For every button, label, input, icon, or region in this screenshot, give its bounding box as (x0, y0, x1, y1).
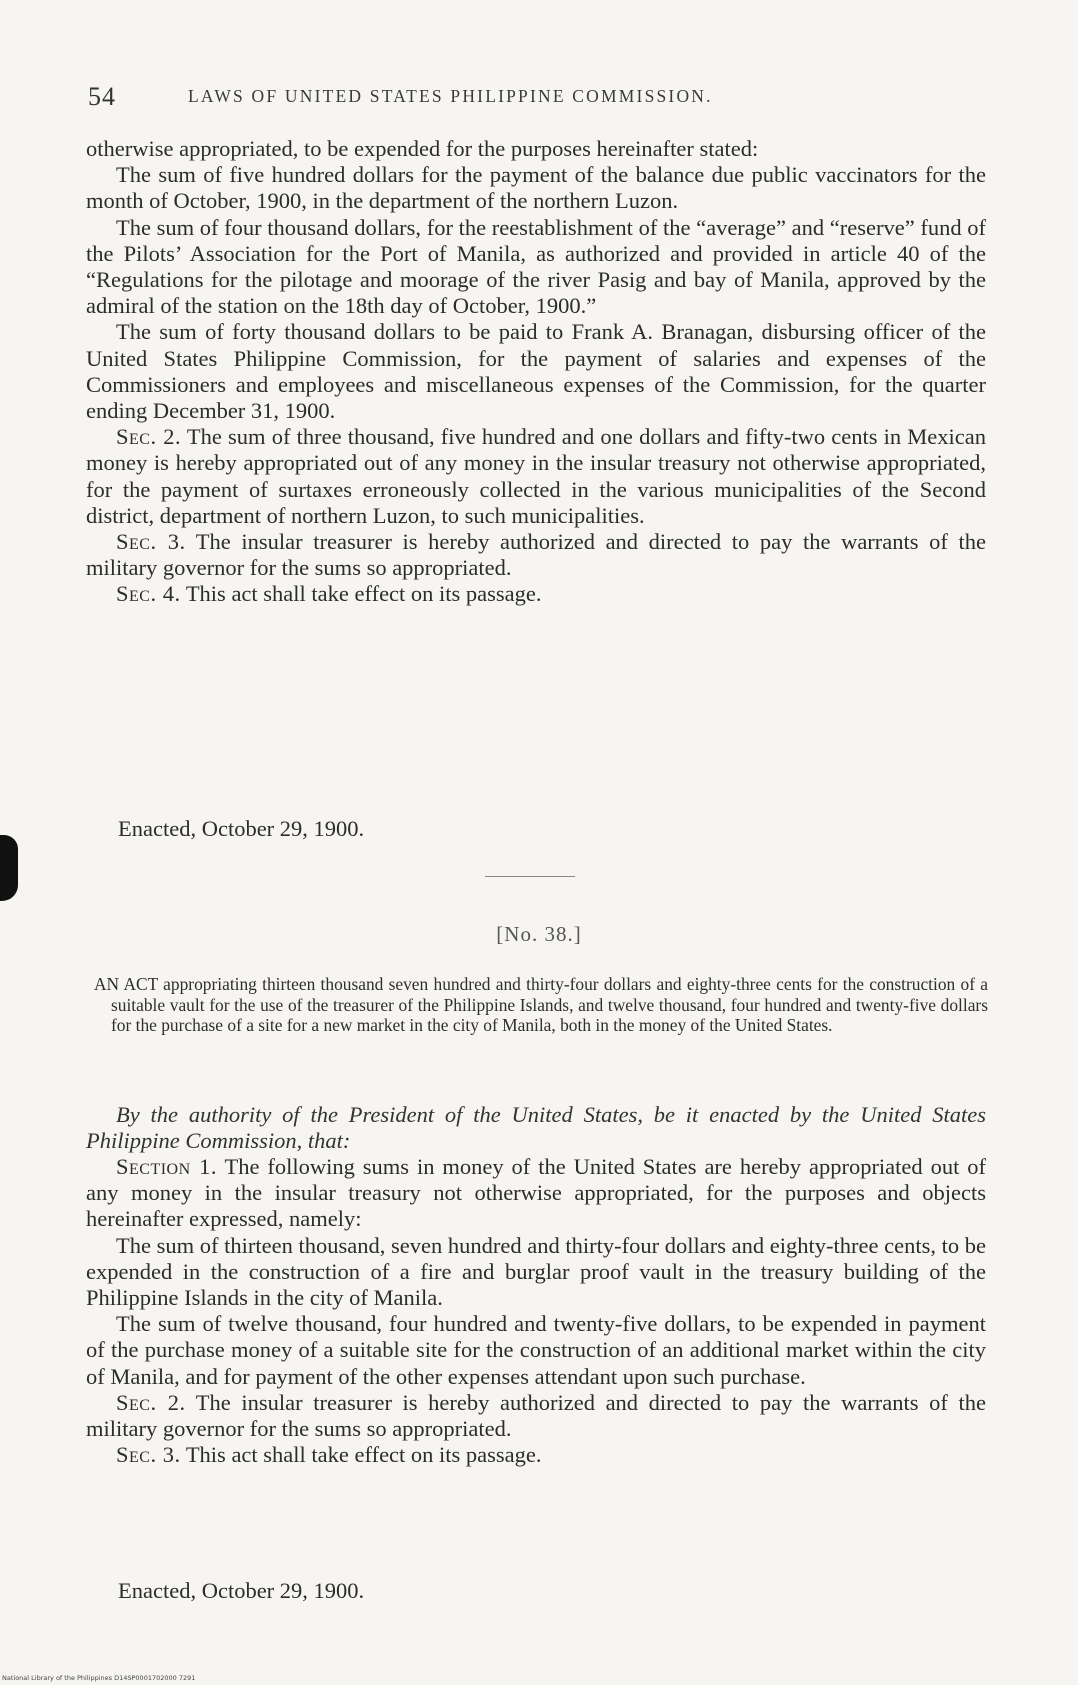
running-title: LAWS OF UNITED STATES PHILIPPINE COMMISSION. (188, 86, 713, 106)
paragraph-pilots-fund: The sum of four thousand dollars, for the reestablishment of the “average” and “reserve” fund of the Pilots’ Association for the Port of Manila, as authorized and provided in article 40 of the “Regulations for the pilotage and moorage of the river Pasig and bay of Manila, approved by the admiral of the station on the 18th day of October, 1900.” (86, 214, 986, 319)
paragraph-vaccinators: The sum of five hundred dollars for the payment of the balance due public vaccinators for the month of October, 1900, in the department of the northern Luzon. (86, 162, 986, 214)
section-3-text: This act shall take effect on its passage. (185, 1442, 542, 1468)
act-38-body (86, 1154, 986, 1468)
section-2-label: Sec. 2. (116, 424, 182, 450)
section-3-label: Sec. 3. (116, 529, 186, 555)
library-stamp: National Library of the Philippines D14SP0001702000 7291 (2, 1674, 196, 1682)
section-2-label: Sec. 2. (116, 1389, 186, 1415)
running-head (88, 82, 988, 112)
section-divider (485, 876, 575, 877)
act-title: AN ACT appropriating thirteen thousand seven hundred and thirty-four dollars and eighty-three cents for the construction of a suitable vault for the use of the treasurer of the Philippine Islands, and twelve thousand, four hundred and twenty-five dollars for the purchase of a site for a new market in the city of Manila, both in the money of the United States. (94, 974, 988, 1036)
section-3-paragraph (86, 529, 986, 581)
section-4-text: This act shall take effect on its passage. (185, 581, 542, 607)
enacted-date-act-37: Enacted, October 29, 1900. (118, 816, 365, 841)
paragraph-continuation: otherwise appropriated, to be expended for the purposes hereinafter stated: (86, 136, 759, 161)
act-number: [No. 38.] (496, 922, 582, 946)
section-3-label: Sec. 3. (116, 1442, 181, 1468)
paragraph-market: The sum of twelve thousand, four hundred and twenty-five dollars, to be expended in payment of the purchase money of a suitable site for the construction of an additional market within the city of Manila, and for payment of the other expenses attendant upon such purchase. (86, 1311, 986, 1389)
section-3-paragraph (86, 1442, 986, 1468)
enacted-date-act-38: Enacted, October 29, 1900. (118, 1578, 365, 1603)
section-4-paragraph (86, 581, 986, 607)
scan-edge-blot (0, 835, 18, 901)
section-2-paragraph (86, 1390, 986, 1442)
paragraph-vault: The sum of thirteen thousand, seven hundred and thirty-four dollars and eighty-three cents, to be expended in the construction of a fire and burglar proof vault in the treasury building of the Philippine Islands in the city of Manila. (86, 1232, 986, 1311)
section-2-text: The sum of three thousand, five hundred and one dollars and fifty-two cents in Mexican money is hereby appropriated out of any money in the insular treasury not otherwise appropriated, for the payment of surtaxes erroneously collected in the various municipalities of the Second district, department of northern Luzon, to such municipalities. (86, 424, 987, 528)
section-1-paragraph (86, 1154, 986, 1233)
section-2-paragraph (86, 424, 986, 529)
section-1-text: The following sums in money of the United States are hereby appropriated out of any money in the insular treasury not otherwise appropriated, for the purposes and objects hereinafter expressed, namely: (86, 1154, 986, 1232)
section-4-label: Sec. 4. (116, 581, 181, 607)
section-3-text: The insular treasurer is hereby authorized and directed to pay the warrants of the military governor for the sums so appropriated. (86, 529, 986, 581)
act-37-body (86, 136, 986, 608)
page-number: 54 (88, 82, 116, 111)
act-title-block (94, 974, 988, 1036)
paragraph-branagan: The sum of forty thousand dollars to be paid to Frank A. Branagan, disbursing officer of the United States Philippine Commission, for the payment of salaries and expenses of the Commissioners and employees and miscellaneous expenses of the Commission, for the quarter ending December 31, 1900. (86, 319, 986, 424)
section-2-text: The insular treasurer is hereby authorized and directed to pay the warrants of the military governor for the sums so appropriated. (86, 1389, 986, 1442)
section-1-label: Section 1. (116, 1154, 217, 1179)
enacting-clause: By the authority of the President of the United States, be it enacted by the United States Philippine Commission, that: (86, 1102, 986, 1154)
